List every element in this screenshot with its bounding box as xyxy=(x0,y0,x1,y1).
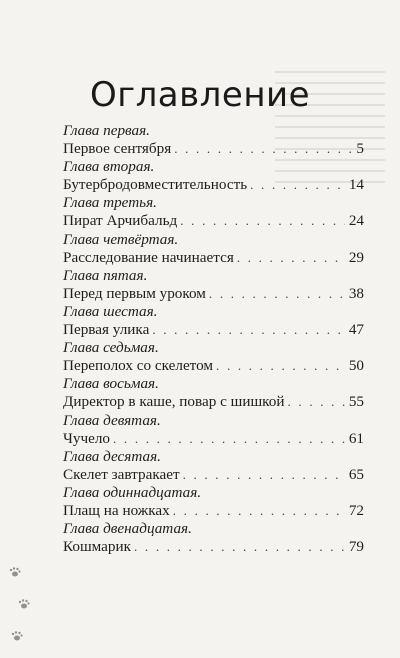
dot-leader xyxy=(173,501,345,520)
page-number: 61 xyxy=(348,429,364,447)
dot-leader xyxy=(288,392,345,411)
dot-leader xyxy=(113,429,345,448)
chapter-number: Глава седьмая. xyxy=(63,339,159,357)
chapter-number: Глава шестая. xyxy=(63,302,158,320)
page-number: 55 xyxy=(348,393,364,411)
dot-leader xyxy=(216,356,345,375)
chapter-title: Чучело xyxy=(63,429,111,447)
page-number: 5 xyxy=(356,140,364,157)
dot-leader xyxy=(250,175,345,194)
chapter-title: Скелет завтракает xyxy=(63,465,180,483)
dot-leader xyxy=(174,139,352,158)
dot-leader xyxy=(209,284,345,303)
chapter-number: Глава двенадцатая. xyxy=(63,520,192,538)
toc-entry-3[interactable] xyxy=(63,194,364,230)
dot-leader xyxy=(180,211,345,230)
page-number: 50 xyxy=(348,357,364,375)
toc-entry-2[interactable] xyxy=(63,158,364,194)
chapter-number: Глава четвёртая. xyxy=(63,230,179,248)
dot-leader xyxy=(152,320,344,339)
page-number: 72 xyxy=(348,501,364,519)
table-of-contents xyxy=(63,122,364,556)
page-number: 65 xyxy=(348,465,364,483)
toc-entry-6[interactable] xyxy=(63,303,364,339)
toc-entry-11[interactable] xyxy=(63,484,364,520)
chapter-number: Глава восьмая. xyxy=(63,375,159,393)
chapter-number: Глава одиннадцатая. xyxy=(63,483,202,501)
chapter-title: Переполох со скелетом xyxy=(63,357,214,375)
dot-leader xyxy=(183,465,345,484)
toc-entry-9[interactable] xyxy=(63,412,364,448)
chapter-number: Глава вторая. xyxy=(63,158,155,176)
chapter-title: Бутербродовместительность xyxy=(63,176,248,194)
page-number: 29 xyxy=(348,248,364,266)
page-title: Оглавление xyxy=(89,74,311,115)
page-number: 14 xyxy=(348,176,364,194)
chapter-title: Пират Арчибальд xyxy=(63,212,178,230)
toc-entry-7[interactable] xyxy=(63,339,364,375)
page-number: 38 xyxy=(348,284,364,302)
toc-entry-5[interactable] xyxy=(63,267,364,303)
paw-prints-icon xyxy=(6,566,36,656)
chapter-title: Перед первым уроком xyxy=(63,284,206,302)
chapter-number: Глава третья. xyxy=(63,194,157,212)
toc-entry-4[interactable] xyxy=(63,231,364,267)
chapter-title: Первая улика xyxy=(63,320,150,338)
chapter-title: Первое сентября xyxy=(63,140,172,157)
toc-entry-1[interactable] xyxy=(63,122,364,158)
toc-entry-8[interactable] xyxy=(63,375,364,411)
chapter-title: Плащ на ножках xyxy=(63,501,170,519)
page-number: 47 xyxy=(348,320,364,338)
page-number: 24 xyxy=(348,212,364,230)
dot-leader xyxy=(237,248,345,267)
chapter-title: Расследование начинается xyxy=(63,248,234,266)
page-number: 79 xyxy=(348,538,364,556)
dot-leader xyxy=(134,537,345,556)
chapter-number: Глава десятая. xyxy=(63,447,161,465)
chapter-number: Глава первая. xyxy=(63,122,150,139)
toc-entry-10[interactable] xyxy=(63,448,364,484)
chapter-number: Глава пятая. xyxy=(63,266,148,284)
chapter-title: Директор в каше, повар с шишкой xyxy=(63,393,285,411)
toc-entry-12[interactable] xyxy=(63,520,364,556)
chapter-number: Глава девятая. xyxy=(63,411,161,429)
chapter-title: Кошмарик xyxy=(63,538,132,556)
